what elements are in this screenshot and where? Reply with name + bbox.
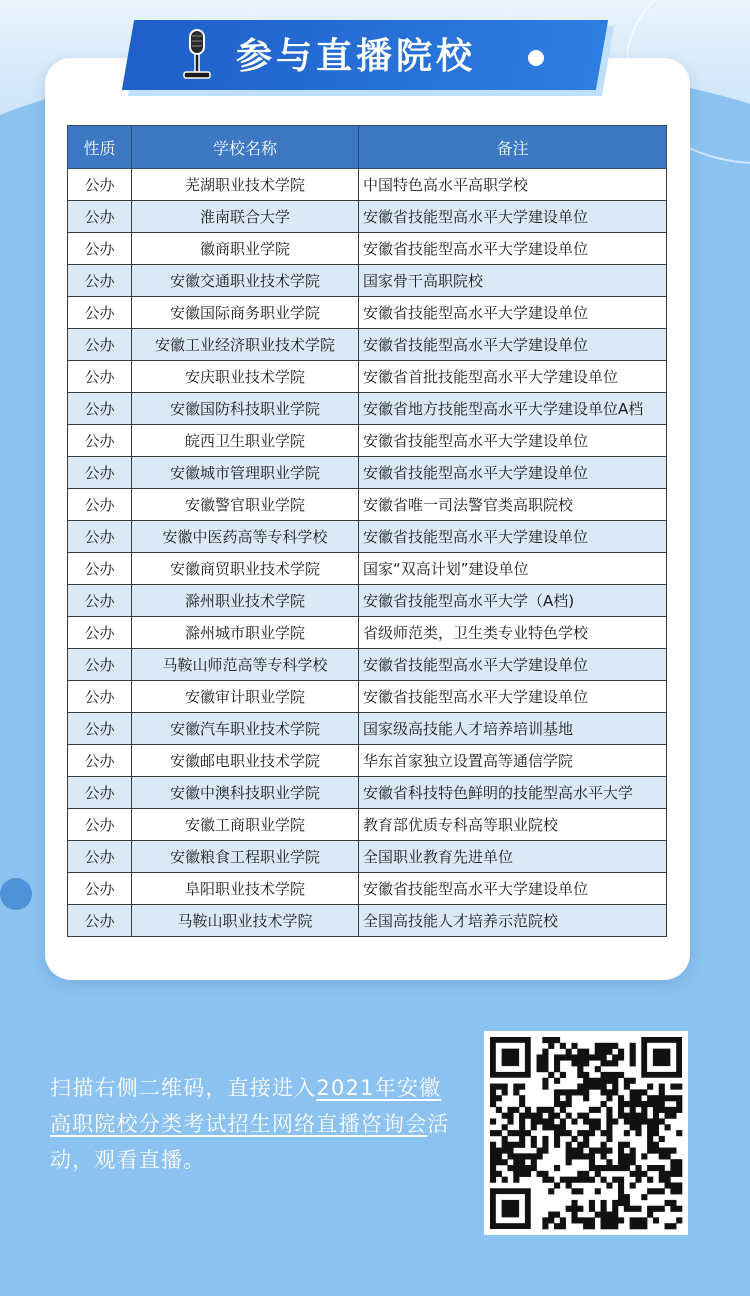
cell-nature: 公办	[68, 553, 132, 585]
header-nature: 性质	[68, 126, 132, 169]
cell-school-name: 安徽工业经济职业技术学院	[132, 329, 359, 361]
cell-remarks: 安徽省地方技能型高水平大学建设单位A档	[359, 393, 667, 425]
table-row	[68, 553, 667, 585]
cell-nature: 公办	[68, 393, 132, 425]
cell-remarks: 安徽省技能型高水平大学建设单位	[359, 457, 667, 489]
cell-school-name: 淮南联合大学	[132, 201, 359, 233]
qr-code[interactable]	[484, 1031, 688, 1235]
cell-remarks: 安徽省技能型高水平大学建设单位	[359, 521, 667, 553]
cell-school-name: 徽商职业学院	[132, 233, 359, 265]
cell-remarks: 全国高技能人才培养示范院校	[359, 905, 667, 937]
table-row	[68, 297, 667, 329]
cell-school-name: 安徽汽车职业技术学院	[132, 713, 359, 745]
cell-nature: 公办	[68, 265, 132, 297]
cell-school-name: 安徽城市管理职业学院	[132, 457, 359, 489]
table-row	[68, 457, 667, 489]
cell-remarks: 安徽省技能型高水平大学建设单位	[359, 649, 667, 681]
cell-school-name: 安徽中医药高等专科学校	[132, 521, 359, 553]
cell-nature: 公办	[68, 297, 132, 329]
cell-remarks: 安徽省科技特色鲜明的技能型高水平大学	[359, 777, 667, 809]
cell-nature: 公办	[68, 169, 132, 201]
cell-remarks: 安徽省技能型高水平大学建设单位	[359, 681, 667, 713]
table-row	[68, 841, 667, 873]
cell-school-name: 安徽交通职业技术学院	[132, 265, 359, 297]
footer-text-after: 活动，观看直播。	[50, 1112, 450, 1172]
cell-school-name: 安徽警官职业学院	[132, 489, 359, 521]
cell-remarks: 全国职业教育先进单位	[359, 841, 667, 873]
cell-school-name: 安徽国际商务职业学院	[132, 297, 359, 329]
table-row	[68, 905, 667, 937]
cell-school-name: 阜阳职业技术学院	[132, 873, 359, 905]
cell-school-name: 安徽国防科技职业学院	[132, 393, 359, 425]
table-row	[68, 681, 667, 713]
cell-nature: 公办	[68, 233, 132, 265]
cell-remarks: 安徽省唯一司法警官类高职院校	[359, 489, 667, 521]
cell-remarks: 安徽省技能型高水平大学（A档)	[359, 585, 667, 617]
cell-remarks: 安徽省首批技能型高水平大学建设单位	[359, 361, 667, 393]
table-row	[68, 169, 667, 201]
cell-nature: 公办	[68, 649, 132, 681]
table-row	[68, 809, 667, 841]
cell-remarks: 国家骨干高职院校	[359, 265, 667, 297]
cell-remarks: 安徽省技能型高水平大学建设单位	[359, 329, 667, 361]
cell-school-name: 安徽工商职业学院	[132, 809, 359, 841]
table-header-row	[68, 126, 667, 169]
cell-school-name: 安徽中澳科技职业学院	[132, 777, 359, 809]
table-row	[68, 201, 667, 233]
decorative-circle	[0, 878, 32, 910]
cell-remarks: 华东首家独立设置高等通信学院	[359, 745, 667, 777]
cell-nature: 公办	[68, 745, 132, 777]
cell-school-name: 安徽审计职业学院	[132, 681, 359, 713]
cell-school-name: 安徽粮食工程职业学院	[132, 841, 359, 873]
cell-remarks: 安徽省技能型高水平大学建设单位	[359, 873, 667, 905]
cell-remarks: 安徽省技能型高水平大学建设单位	[359, 297, 667, 329]
table-row	[68, 233, 667, 265]
cell-nature: 公办	[68, 489, 132, 521]
table-row	[68, 649, 667, 681]
table-row	[68, 585, 667, 617]
table-row	[68, 521, 667, 553]
schools-table	[67, 125, 667, 937]
table-row	[68, 265, 667, 297]
cell-school-name: 芜湖职业技术学院	[132, 169, 359, 201]
cell-nature: 公办	[68, 809, 132, 841]
cell-school-name: 安庆职业技术学院	[132, 361, 359, 393]
cell-remarks: 安徽省技能型高水平大学建设单位	[359, 201, 667, 233]
table-row	[68, 873, 667, 905]
footer-text-before: 扫描右侧二维码，直接进入	[50, 1076, 317, 1100]
cell-school-name: 马鞍山职业技术学院	[132, 905, 359, 937]
cell-nature: 公办	[68, 521, 132, 553]
cell-nature: 公办	[68, 425, 132, 457]
title-dot	[528, 50, 544, 66]
table-row	[68, 489, 667, 521]
table-row	[68, 777, 667, 809]
cell-nature: 公办	[68, 905, 132, 937]
table-row	[68, 745, 667, 777]
cell-school-name: 滁州城市职业学院	[132, 617, 359, 649]
cell-nature: 公办	[68, 777, 132, 809]
title-banner	[128, 20, 608, 96]
microphone-icon	[176, 26, 216, 86]
cell-nature: 公办	[68, 873, 132, 905]
cell-remarks: 安徽省技能型高水平大学建设单位	[359, 233, 667, 265]
table-row	[68, 617, 667, 649]
cell-school-name: 安徽邮电职业技术学院	[132, 745, 359, 777]
cell-nature: 公办	[68, 681, 132, 713]
cell-remarks: 教育部优质专科高等职业院校	[359, 809, 667, 841]
header-remarks: 备注	[359, 126, 667, 169]
cell-nature: 公办	[68, 457, 132, 489]
table-row	[68, 329, 667, 361]
footer-text	[50, 1070, 460, 1178]
cell-nature: 公办	[68, 713, 132, 745]
cell-school-name: 安徽商贸职业技术学院	[132, 553, 359, 585]
cell-nature: 公办	[68, 201, 132, 233]
cell-school-name: 滁州职业技术学院	[132, 585, 359, 617]
cell-remarks: 中国特色高水平高职学校	[359, 169, 667, 201]
table-row	[68, 425, 667, 457]
cell-remarks: 省级师范类，卫生类专业特色学校	[359, 617, 667, 649]
event-link[interactable]: 2021年安徽高职院校分类考试招生网络直播咨询会	[50, 1076, 442, 1136]
page-title: 参与直播院校	[236, 35, 477, 77]
header-school-name: 学校名称	[132, 126, 359, 169]
cell-nature: 公办	[68, 585, 132, 617]
cell-nature: 公办	[68, 617, 132, 649]
cell-nature: 公办	[68, 841, 132, 873]
cell-remarks: 国家“双高计划”建设单位	[359, 553, 667, 585]
cell-remarks: 国家级高技能人才培养培训基地	[359, 713, 667, 745]
cell-nature: 公办	[68, 361, 132, 393]
table-row	[68, 393, 667, 425]
table-row	[68, 713, 667, 745]
cell-remarks: 安徽省技能型高水平大学建设单位	[359, 425, 667, 457]
cell-nature: 公办	[68, 329, 132, 361]
qr-code-image	[484, 1031, 688, 1235]
cell-school-name: 马鞍山师范高等专科学校	[132, 649, 359, 681]
cell-school-name: 皖西卫生职业学院	[132, 425, 359, 457]
table-row	[68, 361, 667, 393]
